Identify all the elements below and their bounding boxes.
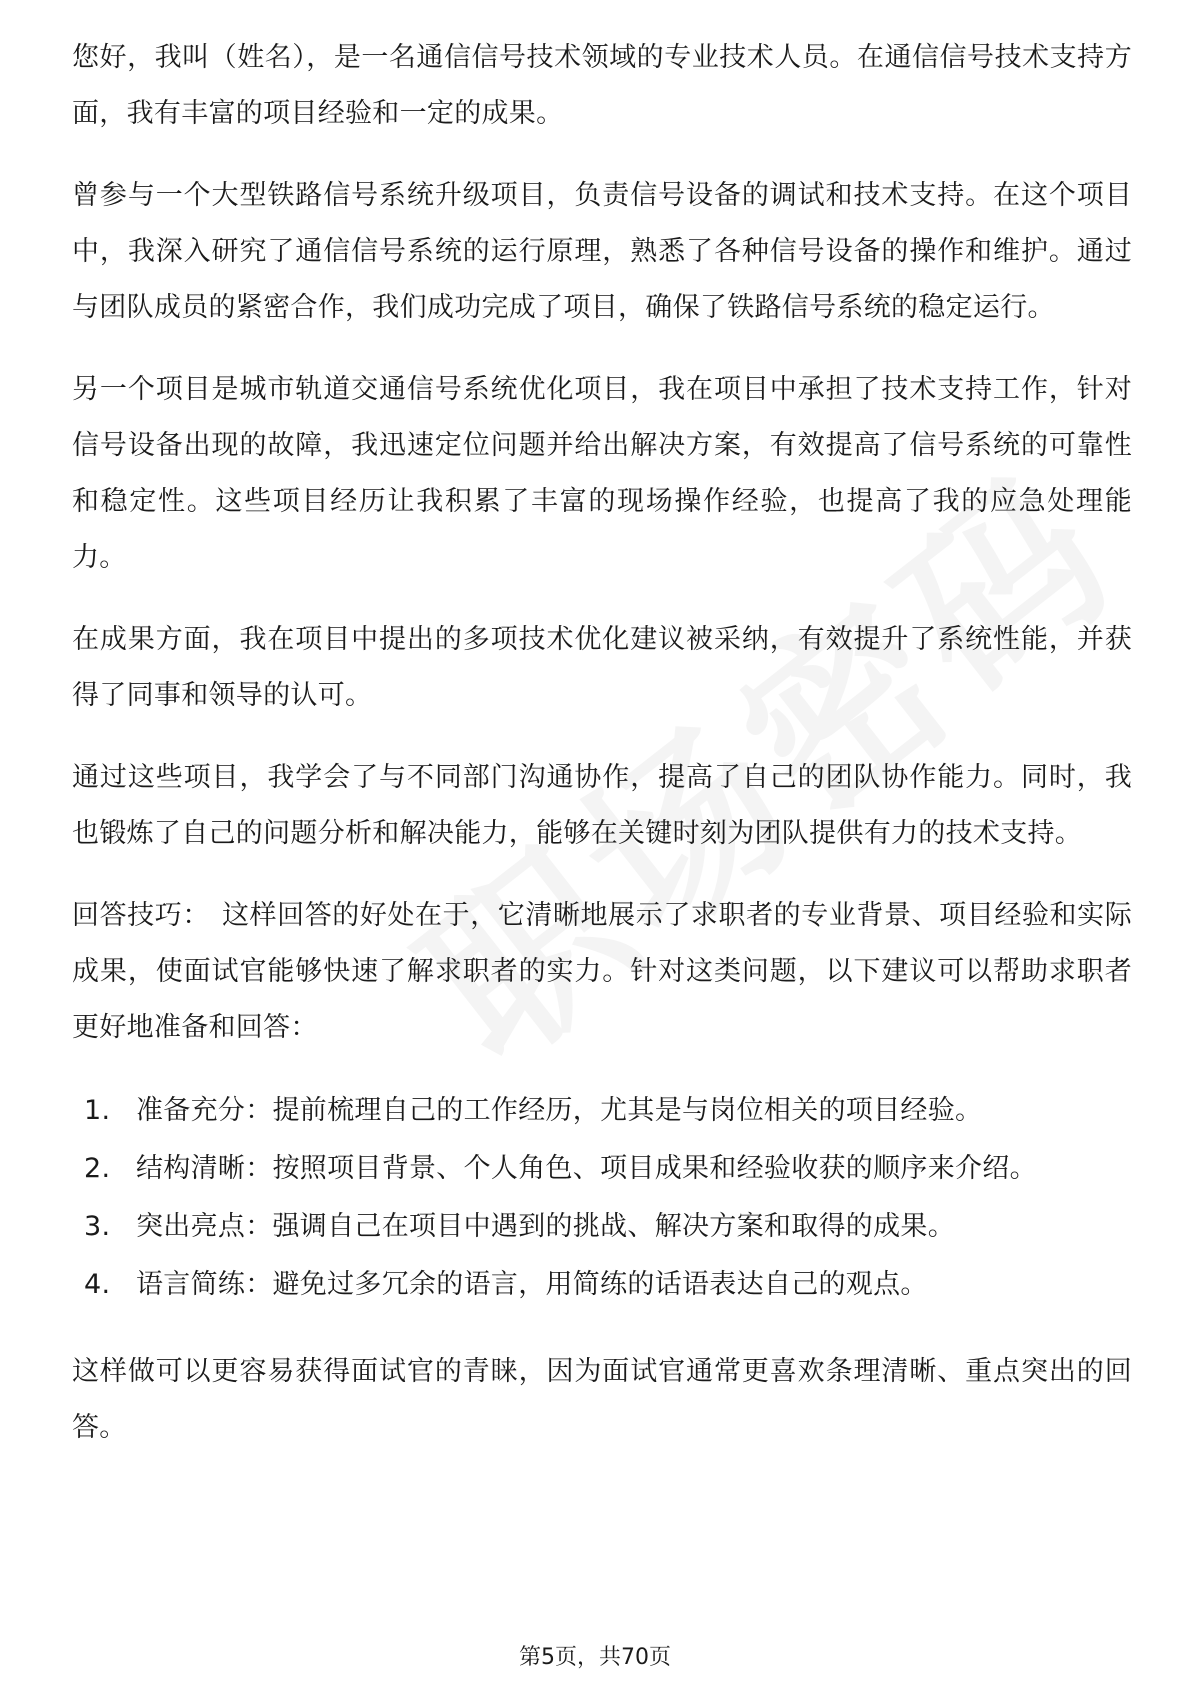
list-item-number: 3. (84, 1211, 111, 1242)
list-item-text: 突出亮点：强调自己在项目中遇到的挑战、解决方案和取得的成果。 (136, 1211, 955, 1242)
list-item (72, 1082, 1132, 1140)
skills-paragraph: 通过这些项目，我学会了与不同部门沟通协作，提高了自己的团队协作能力。同时，我也锻炼了自己的问题分析和解决能力，能够在关键时刻为团队提供有力的技术支持。 (72, 762, 1132, 849)
project-one-paragraph: 曾参与一个大型铁路信号系统升级项目，负责信号设备的调试和技术支持。在这个项目中，我深入研究了通信信号系统的运行原理，熟悉了各种信号设备的操作和维护。通过与团队成员的紧密合作，我们成功完成了项目，确保了铁路信号系统的稳定运行。 (72, 180, 1132, 323)
list-item-text: 结构清晰：按照项目背景、个人角色、项目成果和经验收获的顺序来介绍。 (136, 1153, 1037, 1184)
project-two-paragraph: 另一个项目是城市轨道交通信号系统优化项目，我在项目中承担了技术支持工作，针对信号设备出现的故障，我迅速定位问题并给出解决方案，有效提高了信号系统的可靠性和稳定性。这些项目经历让我积累了丰富的现场操作经验，也提高了我的应急处理能力。 (72, 374, 1132, 573)
list-item-text: 准备充分：提前梳理自己的工作经历，尤其是与岗位相关的项目经验。 (136, 1095, 983, 1126)
list-item (72, 1256, 1132, 1314)
achievements-paragraph: 在成果方面，我在项目中提出的多项技术优化建议被采纳，有效提升了系统性能，并获得了同事和领导的认可。 (72, 624, 1132, 711)
list-item (72, 1198, 1132, 1256)
list-item-number: 4. (84, 1269, 111, 1300)
page-number: 第5页，共70页 (519, 1645, 671, 1670)
list-item (72, 1140, 1132, 1198)
tips-list (72, 1082, 1132, 1314)
list-item-number: 2. (84, 1153, 111, 1184)
tip-paragraph (72, 888, 1132, 1056)
intro-paragraph: 您好，我叫（姓名），是一名通信信号技术领域的专业技术人员。在通信信号技术支持方面，我有丰富的项目经验和一定的成果。 (72, 42, 1132, 129)
list-item-number: 1. (84, 1095, 111, 1126)
closing-paragraph: 这样做可以更容易获得面试官的青睐，因为面试官通常更喜欢条理清晰、重点突出的回答。 (72, 1356, 1132, 1443)
tip-label: 回答技巧： (72, 900, 210, 931)
list-item-text: 语言简练：避免过多冗余的语言，用简练的话语表达自己的观点。 (136, 1269, 928, 1300)
document-body (72, 30, 1132, 1482)
tip-text: 这样回答的好处在于，它清晰地展示了求职者的专业背景、项目经验和实际成果，使面试官能够快速了解求职者的实力。针对这类问题，以下建议可以帮助求职者更好地准备和回答： (72, 900, 1132, 1043)
